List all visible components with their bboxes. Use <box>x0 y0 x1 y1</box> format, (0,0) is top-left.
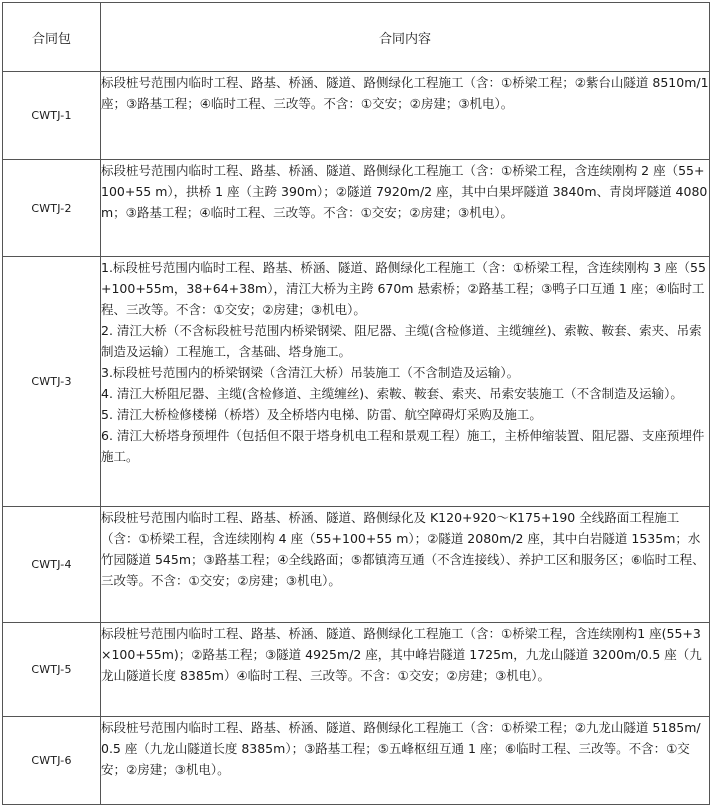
table-row <box>3 717 710 805</box>
header-content: 合同内容 <box>101 3 710 72</box>
content-paragraph: 标段桩号范围内临时工程、路基、桥涵、隧道、路侧绿化工程施工（含：①桥梁工程；②紫台山隧道 8510m/1 座；③路基工程；④临时工程、三改等。不含：①交安；②房建；③机电）。 <box>101 75 709 111</box>
header-row <box>3 3 710 72</box>
content-paragraph: 标段桩号范围内临时工程、路基、桥涵、隧道、路侧绿化工程施工（含：①桥梁工程；②九龙山隧道 5185m/0.5 座（九龙山隧道长度 8385m）；③路基工程；⑤五峰枢纽互通 1 座；⑥临时工程、三改等。不含：①交安；②房建；③机电）。 <box>101 720 701 777</box>
content-paragraph: 1.标段桩号范围内临时工程、路基、桥涵、隧道、路侧绿化工程施工（含：①桥梁工程，含连续刚构 3 座（55+100+55m，38+64+38m），清江大桥为主跨 670m 悬索桥；②路基工程；③鸭子口互通 1 座；④临时工程、三改等。不含：①交安；②房建；③机电）。 <box>101 260 706 317</box>
package-cell: CWTJ-4 <box>3 507 101 623</box>
content-cell <box>101 717 710 805</box>
content-paragraph: 标段桩号范围内临时工程、路基、桥涵、隧道、路侧绿化工程施工（含：①桥梁工程，含连续刚构1 座(55+3×100+55m)；②路基工程；③隧道 4925m/2 座，其中峰岩隧道 1725m，九龙山隧道 3200m/0.5 座（九龙山隧道长度 8385m）④临时工程、三改等。不含：①交安；②房建；③机电）。 <box>101 626 702 683</box>
content-paragraph: 3.标段桩号范围内的桥梁钢梁（含清江大桥）吊装施工（不含制造及运输）。 <box>101 365 520 380</box>
table-row <box>3 160 710 257</box>
table-row <box>3 257 710 507</box>
content-cell <box>101 623 710 717</box>
content-cell <box>101 507 710 623</box>
content-cell <box>101 72 710 160</box>
package-cell: CWTJ-2 <box>3 160 101 257</box>
table-row <box>3 623 710 717</box>
contract-table <box>2 2 710 805</box>
content-paragraph: 2. 清江大桥（不含标段桩号范围内桥梁钢梁、阻尼器、主缆(含检修道、主缆缠丝)、索鞍、鞍套、索夹、吊索制造及运输）工程施工，含基础、塔身施工。 <box>101 323 702 359</box>
header-package: 合同包 <box>3 3 101 72</box>
content-paragraph: 6. 清江大桥塔身预埋件（包括但不限于塔身机电工程和景观工程）施工，主桥伸缩装置、阻尼器、支座预埋件施工。 <box>101 428 705 464</box>
table-header <box>3 3 710 72</box>
package-cell: CWTJ-3 <box>3 257 101 507</box>
package-cell: CWTJ-6 <box>3 717 101 805</box>
content-cell <box>101 257 710 507</box>
package-cell: CWTJ-1 <box>3 72 101 160</box>
content-cell <box>101 160 710 257</box>
table-body <box>3 72 710 805</box>
content-paragraph: 4. 清江大桥阻尼器、主缆(含检修道、主缆缠丝)、索鞍、鞍套、索夹、吊索安装施工（不含制造及运输）。 <box>101 386 683 401</box>
content-paragraph: 标段桩号范围内临时工程、路基、桥涵、隧道、路侧绿化及 K120+920～K175+190 全线路面工程施工（含：①桥梁工程，含连续刚构 4 座（55+100+55 m）；②隧道 2080m/2 座，其中白岩隧道 1535m；水竹园隧道 545m；③路基工程；④全线路面；⑤都镇湾互通（不含连接线）、养护工区和服务区；⑥临时工程、三改等。不含：①交安；②房建；③机电）。 <box>101 510 705 588</box>
package-cell: CWTJ-5 <box>3 623 101 717</box>
content-paragraph: 标段桩号范围内临时工程、路基、桥涵、隧道、路侧绿化工程施工（含：①桥梁工程，含连续刚构 2 座（55+100+55 m），拱桥 1 座（主跨 390m）；②隧道 7920m/2 座，其中白果坪隧道 3840m、青岗坪隧道 4080m；③路基工程；④临时工程、三改等。不含：①交安；②房建；③机电）。 <box>101 163 708 220</box>
content-paragraph: 5. 清江大桥检修楼梯（桥塔）及全桥塔内电梯、防雷、航空障碍灯采购及施工。 <box>101 407 542 422</box>
table-row <box>3 507 710 623</box>
table-row <box>3 72 710 160</box>
